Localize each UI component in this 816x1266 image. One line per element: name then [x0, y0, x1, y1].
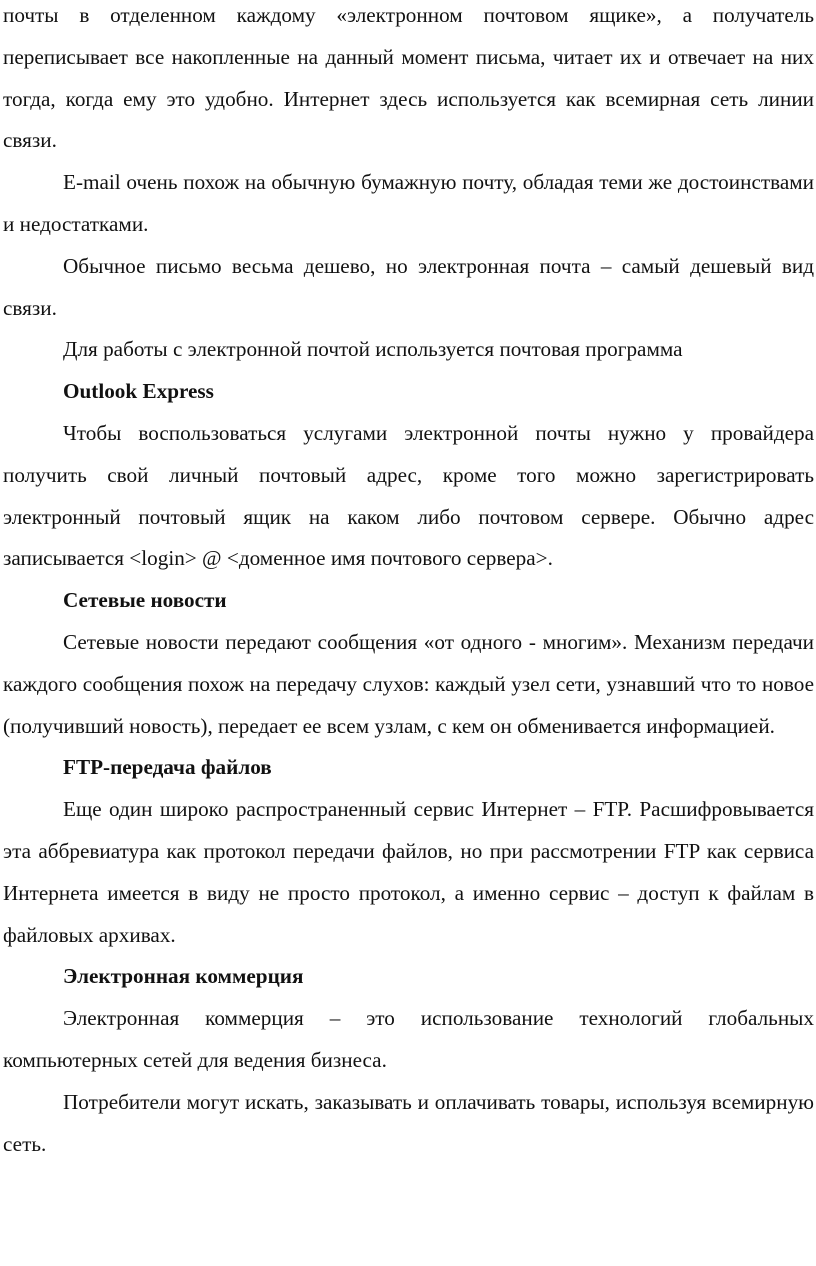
heading-outlook-express: Outlook Express: [63, 379, 214, 404]
document-body: [3, 0, 814, 1165]
paragraph-mail-address: Чтобы воспользоваться услугами электронной почты нужно у провайдера получить свой личный почтовый адрес, кроме того можно зарегистрировать электронный почтовый ящик на каком либо почтовом сервере. Обычно адрес записывается <login> @ <доменное имя почтового сервера>.: [3, 420, 814, 571]
paragraph-ecommerce-definition: Электронная коммерция – это использование технологий глобальных компьютерных сетей для ведения бизнеса.: [3, 1006, 814, 1072]
paragraph-cost: Обычное письмо весьма дешево, но электронная почта – самый дешевый вид связи.: [3, 253, 814, 320]
heading-ecommerce: Электронная коммерция: [63, 964, 304, 989]
heading-network-news: Сетевые новости: [63, 588, 227, 613]
paragraph-email-comparison: E-mail очень похож на обычную бумажную почту, обладая теми же достоинствами и недостатками.: [3, 170, 814, 236]
paragraph-network-news: Сетевые новости передают сообщения «от одного - многим». Механизм передачи каждого сообщения похож на передачу слухов: каждый узел сети, узнавший что то новое (получивший новость), передает ее всем узлам, с кем он обменивается информацией.: [3, 629, 814, 738]
paragraph-ftp: Еще один широко распространенный сервис Интернет – FTP. Расшифровывается эта аббревиатура как протокол передачи файлов, но при рассмотрении FTP как сервиса Интернета имеется в виду не просто протокол, а именно сервис – доступ к файлам в файловых архивах.: [3, 797, 814, 947]
heading-ftp: FTP-передача файлов: [63, 755, 272, 780]
paragraph-continuation: почты в отделенном каждому «электронном почтовом ящике», а получатель переписывает все накопленные на данный момент письма, читает их и отвечает на них тогда, когда ему это удобно. Интернет здесь используется как всемирная сеть линии связи.: [3, 3, 814, 153]
paragraph-consumers: Потребители могут искать, заказывать и оплачивать товары, используя всемирную сеть.: [3, 1089, 814, 1156]
paragraph-mail-program: Для работы с электронной почтой используется почтовая программа: [63, 337, 683, 362]
